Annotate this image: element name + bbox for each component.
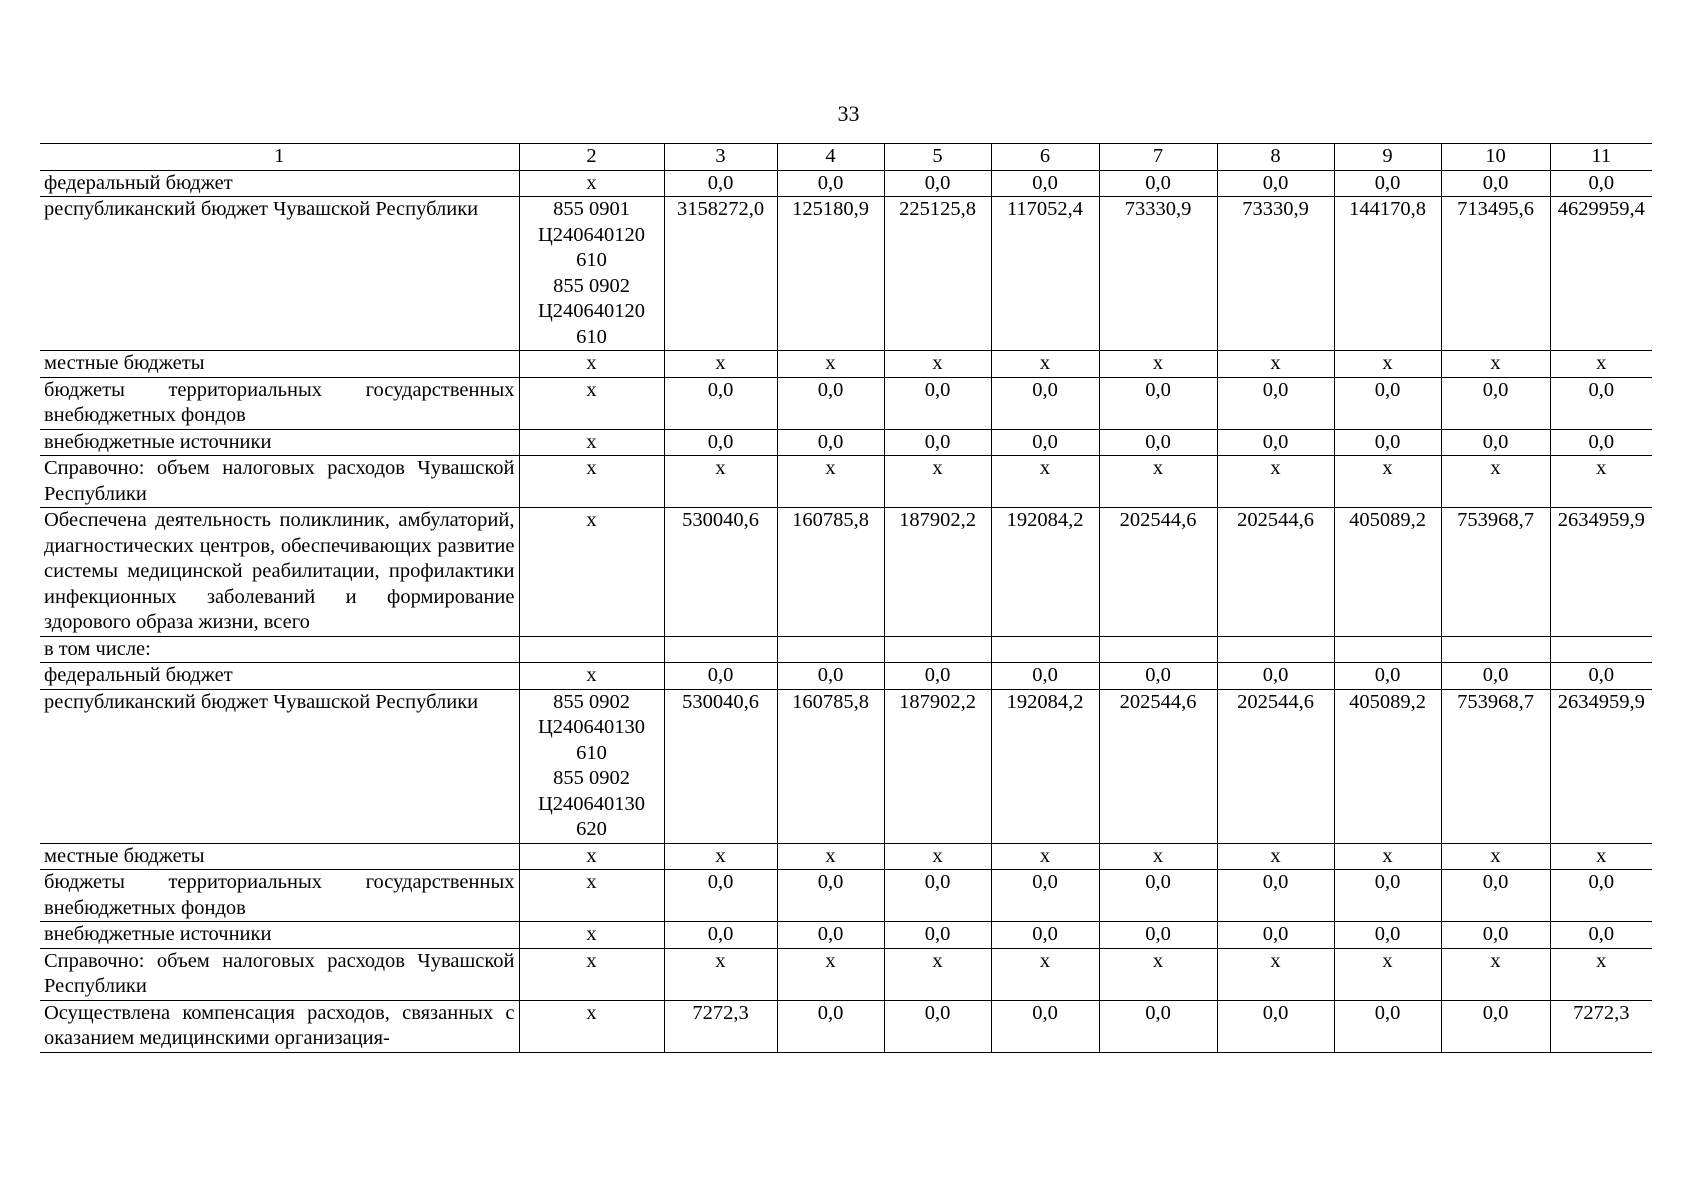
value-cell-col-10: 0,0	[1441, 663, 1550, 690]
value-cell-col-7: x	[1099, 948, 1217, 1000]
budget-code-cell	[519, 636, 664, 663]
budget-code-line: x	[586, 171, 597, 194]
value-cell-col-3: x	[664, 948, 777, 1000]
value-cell-col-8	[1217, 636, 1334, 663]
column-header-9: 9	[1334, 144, 1441, 171]
table-row	[40, 377, 1652, 429]
value-cell-col-3: 530040,6	[664, 508, 777, 637]
value-cell-col-9: 405089,2	[1334, 508, 1441, 637]
value-cell-col-8: x	[1217, 456, 1334, 508]
table-row	[40, 351, 1652, 378]
value-cell-col-6: 0,0	[991, 1000, 1099, 1052]
value-cell-col-8: x	[1217, 948, 1334, 1000]
value-cell-col-5: 0,0	[884, 429, 991, 456]
table-row	[40, 170, 1652, 197]
table-row	[40, 1000, 1652, 1052]
table-row	[40, 948, 1652, 1000]
value-cell-col-9: 405089,2	[1334, 689, 1441, 843]
value-cell-col-6: x	[991, 351, 1099, 378]
value-cell-col-3: 0,0	[664, 922, 777, 949]
table-header-row	[40, 144, 1652, 171]
row-description: бюджеты территориальных государственных внебюджетных фондов	[40, 377, 519, 429]
budget-code-line: x	[586, 509, 597, 531]
table-row	[40, 922, 1652, 949]
value-cell-col-6: 117052,4	[991, 197, 1099, 351]
budget-code-cell	[519, 948, 664, 1000]
value-cell-col-4: x	[777, 948, 884, 1000]
row-description: в том числе:	[40, 636, 519, 663]
value-cell-col-8: 202544,6	[1217, 508, 1334, 637]
value-cell-col-9: 0,0	[1334, 870, 1441, 922]
budget-code-cell	[519, 1000, 664, 1052]
value-cell-col-4: 0,0	[777, 922, 884, 949]
column-header-11: 11	[1550, 144, 1652, 171]
budget-code-cell	[519, 197, 664, 351]
table-row	[40, 429, 1652, 456]
budget-code-line: x	[586, 923, 597, 945]
column-header-6: 6	[991, 144, 1099, 171]
value-cell-col-11: 0,0	[1550, 429, 1652, 456]
column-header-4: 4	[777, 144, 884, 171]
value-cell-col-4: 0,0	[777, 1000, 884, 1052]
budget-code-line: x	[586, 1001, 597, 1024]
value-cell-col-5: 187902,2	[884, 689, 991, 843]
value-cell-col-9: 0,0	[1334, 377, 1441, 429]
value-cell-col-7: x	[1099, 456, 1217, 508]
value-cell-col-7: 0,0	[1099, 1000, 1217, 1052]
budget-code-line: x	[586, 378, 597, 401]
value-cell-col-7: 0,0	[1099, 429, 1217, 456]
value-cell-col-7: 0,0	[1099, 377, 1217, 429]
value-cell-col-4: 160785,8	[777, 508, 884, 637]
row-description: Обеспечена деятельность поликлиник, амбулаторий, диагностических центров, обеспечивающих развитие системы медицинской реабилитации, профилактики инфекционных заболеваний и формирование здорового образа жизни, всего	[40, 508, 519, 637]
value-cell-col-9: 144170,8	[1334, 197, 1441, 351]
value-cell-col-4: x	[777, 456, 884, 508]
value-cell-col-9: 0,0	[1334, 170, 1441, 197]
value-cell-col-6: 192084,2	[991, 689, 1099, 843]
value-cell-col-5: 187902,2	[884, 508, 991, 637]
value-cell-col-9: x	[1334, 843, 1441, 870]
value-cell-col-9: 0,0	[1334, 922, 1441, 949]
value-cell-col-11: 0,0	[1550, 870, 1652, 922]
value-cell-col-9: x	[1334, 456, 1441, 508]
value-cell-col-8: 0,0	[1217, 170, 1334, 197]
value-cell-col-5: x	[884, 843, 991, 870]
value-cell-col-10: 0,0	[1441, 922, 1550, 949]
value-cell-col-5: 0,0	[884, 1000, 991, 1052]
value-cell-col-5: 0,0	[884, 170, 991, 197]
budget-code-line: Ц240640120	[537, 300, 646, 322]
value-cell-col-4: 160785,8	[777, 689, 884, 843]
value-cell-col-8: 0,0	[1217, 870, 1334, 922]
value-cell-col-6: 192084,2	[991, 508, 1099, 637]
value-cell-col-7: x	[1099, 351, 1217, 378]
budget-code-line: 610	[576, 249, 607, 271]
value-cell-col-6: 0,0	[991, 170, 1099, 197]
value-cell-col-8: 202544,6	[1217, 689, 1334, 843]
value-cell-col-3: 530040,6	[664, 689, 777, 843]
value-cell-col-8: x	[1217, 351, 1334, 378]
value-cell-col-4: 125180,9	[777, 197, 884, 351]
value-cell-col-5: 0,0	[884, 922, 991, 949]
budget-code-cell	[519, 870, 664, 922]
value-cell-col-8: 0,0	[1217, 377, 1334, 429]
budget-code-line: x	[586, 949, 597, 972]
value-cell-col-10: 713495,6	[1441, 197, 1550, 351]
budget-code-line: Ц240640130	[537, 716, 646, 738]
value-cell-col-6: x	[991, 456, 1099, 508]
row-description: внебюджетные источники	[40, 429, 519, 456]
table-row	[40, 456, 1652, 508]
column-header-8: 8	[1217, 144, 1334, 171]
value-cell-col-5: x	[884, 456, 991, 508]
value-cell-col-11: 2634959,9	[1550, 689, 1652, 843]
value-cell-col-5: 0,0	[884, 377, 991, 429]
budget-code-line: x	[586, 844, 597, 867]
value-cell-col-3: 3158272,0	[664, 197, 777, 351]
budget-code-cell	[519, 922, 664, 949]
row-description: федеральный бюджет	[40, 170, 519, 197]
value-cell-col-9	[1334, 636, 1441, 663]
value-cell-col-3: 0,0	[664, 870, 777, 922]
value-cell-col-3: 0,0	[664, 377, 777, 429]
value-cell-col-3: 0,0	[664, 663, 777, 690]
column-header-2: 2	[519, 144, 664, 171]
value-cell-col-10: 0,0	[1441, 170, 1550, 197]
value-cell-col-7: 202544,6	[1099, 689, 1217, 843]
value-cell-col-10: x	[1441, 456, 1550, 508]
budget-code-cell	[519, 351, 664, 378]
value-cell-col-8: 0,0	[1217, 1000, 1334, 1052]
value-cell-col-6: 0,0	[991, 870, 1099, 922]
budget-code-line: 855 0902	[553, 767, 630, 789]
value-cell-col-10: 753968,7	[1441, 508, 1550, 637]
value-cell-col-4: 0,0	[777, 870, 884, 922]
budget-code-cell	[519, 843, 664, 870]
value-cell-col-11: 2634959,9	[1550, 508, 1652, 637]
value-cell-col-3: 0,0	[664, 170, 777, 197]
value-cell-col-10: 0,0	[1441, 377, 1550, 429]
value-cell-col-9: 0,0	[1334, 663, 1441, 690]
value-cell-col-11: 0,0	[1550, 663, 1652, 690]
row-description: Справочно: объем налоговых расходов Чувашской Республики	[40, 456, 519, 508]
value-cell-col-11: 0,0	[1550, 922, 1652, 949]
budget-code-line: Ц240640130	[537, 792, 646, 815]
value-cell-col-4: x	[777, 843, 884, 870]
budget-code-line: 855 0902	[553, 690, 630, 713]
value-cell-col-11: 4629959,4	[1550, 197, 1652, 351]
value-cell-col-11: 7272,3	[1550, 1000, 1652, 1052]
value-cell-col-3: 7272,3	[664, 1000, 777, 1052]
value-cell-col-5	[884, 636, 991, 663]
value-cell-col-8: 0,0	[1217, 663, 1334, 690]
value-cell-col-4: 0,0	[777, 170, 884, 197]
budget-code-cell	[519, 170, 664, 197]
value-cell-col-10: 0,0	[1441, 870, 1550, 922]
budget-code-line: x	[586, 871, 597, 893]
value-cell-col-7: 73330,9	[1099, 197, 1217, 351]
row-description: Справочно: объем налоговых расходов Чувашской Республики	[40, 948, 519, 1000]
budget-code-cell	[519, 456, 664, 508]
budget-code-cell	[519, 377, 664, 429]
budget-code-line: Ц240640120	[537, 223, 646, 246]
value-cell-col-6: 0,0	[991, 377, 1099, 429]
column-header-1: 1	[40, 144, 519, 171]
value-cell-col-9: 0,0	[1334, 429, 1441, 456]
table-row	[40, 508, 1652, 637]
budget-code-line: 855 0901	[553, 198, 630, 220]
value-cell-col-8: 73330,9	[1217, 197, 1334, 351]
table-row	[40, 689, 1652, 843]
value-cell-col-4: x	[777, 351, 884, 378]
value-cell-col-10: 0,0	[1441, 429, 1550, 456]
value-cell-col-7: 0,0	[1099, 663, 1217, 690]
value-cell-col-9: x	[1334, 948, 1441, 1000]
value-cell-col-7	[1099, 636, 1217, 663]
value-cell-col-4: 0,0	[777, 377, 884, 429]
table-row	[40, 663, 1652, 690]
value-cell-col-3: x	[664, 351, 777, 378]
budget-code-cell	[519, 429, 664, 456]
value-cell-col-5: x	[884, 948, 991, 1000]
budget-code-line: 610	[576, 325, 607, 348]
budget-code-cell	[519, 689, 664, 843]
value-cell-col-7: 0,0	[1099, 870, 1217, 922]
value-cell-col-9: 0,0	[1334, 1000, 1441, 1052]
value-cell-col-7: 202544,6	[1099, 508, 1217, 637]
value-cell-col-3: 0,0	[664, 429, 777, 456]
row-description: местные бюджеты	[40, 843, 519, 870]
value-cell-col-11	[1550, 636, 1652, 663]
value-cell-col-5: x	[884, 351, 991, 378]
table-body	[40, 170, 1652, 1052]
value-cell-col-8: 0,0	[1217, 922, 1334, 949]
budget-code-line: x	[586, 664, 597, 686]
row-description: Осуществлена компенсация расходов, связанных с оказанием медицинскими организация-	[40, 1000, 519, 1052]
value-cell-col-5: 0,0	[884, 663, 991, 690]
budget-table	[40, 143, 1652, 1053]
value-cell-col-10: 0,0	[1441, 1000, 1550, 1052]
value-cell-col-11: x	[1550, 843, 1652, 870]
budget-code-cell	[519, 508, 664, 637]
row-description: федеральный бюджет	[40, 663, 519, 690]
value-cell-col-10: x	[1441, 948, 1550, 1000]
value-cell-col-6: x	[991, 843, 1099, 870]
row-description: бюджеты территориальных государственных внебюджетных фондов	[40, 870, 519, 922]
value-cell-col-8: 0,0	[1217, 429, 1334, 456]
row-description: республиканский бюджет Чувашской Республики	[40, 197, 519, 351]
table-row	[40, 197, 1652, 351]
value-cell-col-7: x	[1099, 843, 1217, 870]
column-header-10: 10	[1441, 144, 1550, 171]
page-number: 33	[837, 101, 860, 126]
column-header-3: 3	[664, 144, 777, 171]
value-cell-col-6	[991, 636, 1099, 663]
value-cell-col-7: 0,0	[1099, 170, 1217, 197]
budget-code-cell	[519, 663, 664, 690]
budget-code-line: 620	[576, 818, 607, 840]
value-cell-col-6: 0,0	[991, 429, 1099, 456]
value-cell-col-5: 0,0	[884, 870, 991, 922]
table-row	[40, 843, 1652, 870]
row-description: внебюджетные источники	[40, 922, 519, 949]
value-cell-col-5: 225125,8	[884, 197, 991, 351]
value-cell-col-11: x	[1550, 351, 1652, 378]
value-cell-col-3: x	[664, 456, 777, 508]
value-cell-col-6: 0,0	[991, 663, 1099, 690]
value-cell-col-11: x	[1550, 456, 1652, 508]
budget-code-line: x	[586, 457, 597, 479]
value-cell-col-6: 0,0	[991, 922, 1099, 949]
value-cell-col-3: x	[664, 843, 777, 870]
column-header-5: 5	[884, 144, 991, 171]
value-cell-col-11: 0,0	[1550, 170, 1652, 197]
value-cell-col-9: x	[1334, 351, 1441, 378]
column-header-7: 7	[1099, 144, 1217, 171]
budget-code-line: x	[586, 352, 597, 374]
table-row	[40, 870, 1652, 922]
value-cell-col-10: x	[1441, 843, 1550, 870]
value-cell-col-8: x	[1217, 843, 1334, 870]
budget-code-line: 855 0902	[553, 274, 630, 297]
row-description: местные бюджеты	[40, 351, 519, 378]
value-cell-col-10	[1441, 636, 1550, 663]
value-cell-col-10: x	[1441, 351, 1550, 378]
budget-code-line: 610	[576, 741, 607, 764]
value-cell-col-4: 0,0	[777, 663, 884, 690]
budget-code-line: x	[586, 430, 597, 453]
value-cell-col-3	[664, 636, 777, 663]
value-cell-col-7: 0,0	[1099, 922, 1217, 949]
value-cell-col-11: x	[1550, 948, 1652, 1000]
value-cell-col-4	[777, 636, 884, 663]
value-cell-col-11: 0,0	[1550, 377, 1652, 429]
row-description: республиканский бюджет Чувашской Республики	[40, 689, 519, 843]
value-cell-col-6: x	[991, 948, 1099, 1000]
value-cell-col-4: 0,0	[777, 429, 884, 456]
table-row	[40, 636, 1652, 663]
value-cell-col-10: 753968,7	[1441, 689, 1550, 843]
